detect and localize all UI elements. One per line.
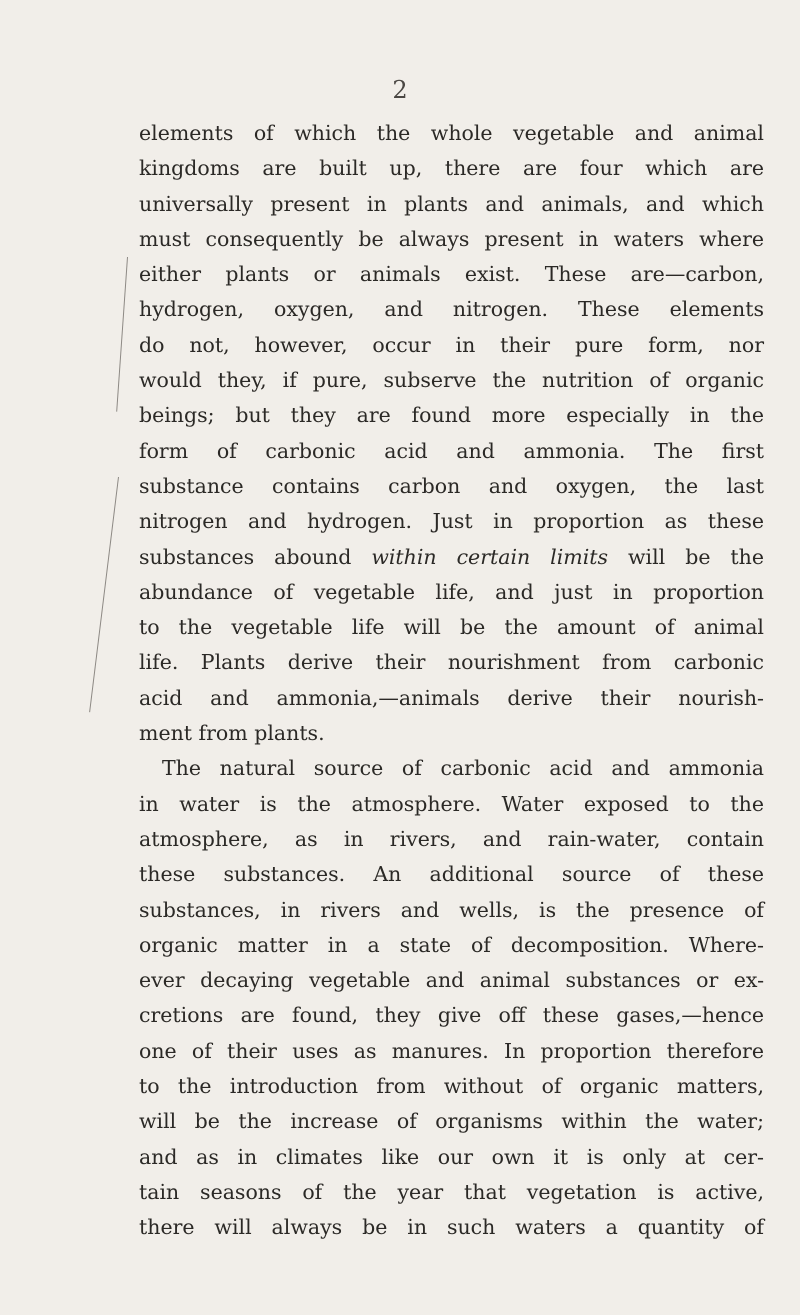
text-line: elements of which the whole vegetable and animal (139, 121, 764, 145)
margin-pencil-mark (89, 477, 119, 712)
text-line: nitrogen and hydrogen. Just in proportion as these (139, 509, 764, 534)
text-line: abundance of vegetable life, and just in proportion (139, 579, 764, 604)
text-line: cretions are found, they give off these gases,—hence (139, 1003, 764, 1028)
text-line-emphasis (139, 540, 764, 575)
text-line: organic matter in a state of decomposition. Where- (139, 932, 764, 957)
text-line: in water is the atmosphere. Water exposed to the (139, 791, 764, 816)
text-line: kingdoms are built up, there are four which are (139, 156, 764, 181)
text-line: these substances. An additional source of these (139, 862, 764, 887)
text-line: substances, in rivers and wells, is the presence of (139, 897, 764, 922)
text-line: ever decaying vegetable and animal substances or ex- (139, 968, 764, 993)
text-line: form of carbonic acid and ammonia. The first (139, 438, 764, 463)
text-line: universally present in plants and animals, and which (139, 191, 764, 216)
text-line: tain seasons of the year that vegetation is active, (139, 1179, 764, 1204)
text-line: beings; but they are found more especially in the (139, 403, 764, 428)
text-line: and as in climates like our own it is only at cer- (139, 1144, 764, 1169)
margin-pencil-mark (116, 257, 128, 412)
text-run: substances abound (139, 544, 372, 569)
page-number: 2 (392, 76, 408, 104)
text-run: will be the (608, 544, 764, 569)
text-line: will be the increase of organisms within the water; (139, 1109, 764, 1134)
text-line: must consequently be always present in waters where (139, 226, 764, 251)
text-line: life. Plants derive their nourishment from carbonic (139, 650, 764, 675)
text-line: acid and ammonia,—animals derive their nourish- (139, 685, 764, 710)
text-line: would they, if pure, subserve the nutrition of organic (139, 368, 764, 393)
text-line: atmosphere, as in rivers, and rain-water, contain (139, 826, 764, 851)
text-line: either plants or animals exist. These are—carbon, (139, 262, 764, 287)
text-line: there will always be in such waters a quantity of (139, 1215, 764, 1240)
text-line: to the vegetable life will be the amount of animal (139, 615, 764, 640)
body-text (139, 116, 764, 1246)
text-line: hydrogen, oxygen, and nitrogen. These elements (139, 297, 764, 322)
text-line: to the introduction from without of organic matters, (139, 1074, 764, 1099)
italic-phrase: within certain limits (371, 544, 609, 569)
text-line: The natural source of carbonic acid and ammonia (162, 756, 764, 781)
text-line: substance contains carbon and oxygen, the last (139, 473, 764, 498)
text-line: ment from plants. (139, 721, 325, 746)
text-line: one of their uses as manures. In proportion therefore (139, 1038, 764, 1063)
text-line: do not, however, occur in their pure form, nor (139, 332, 764, 357)
